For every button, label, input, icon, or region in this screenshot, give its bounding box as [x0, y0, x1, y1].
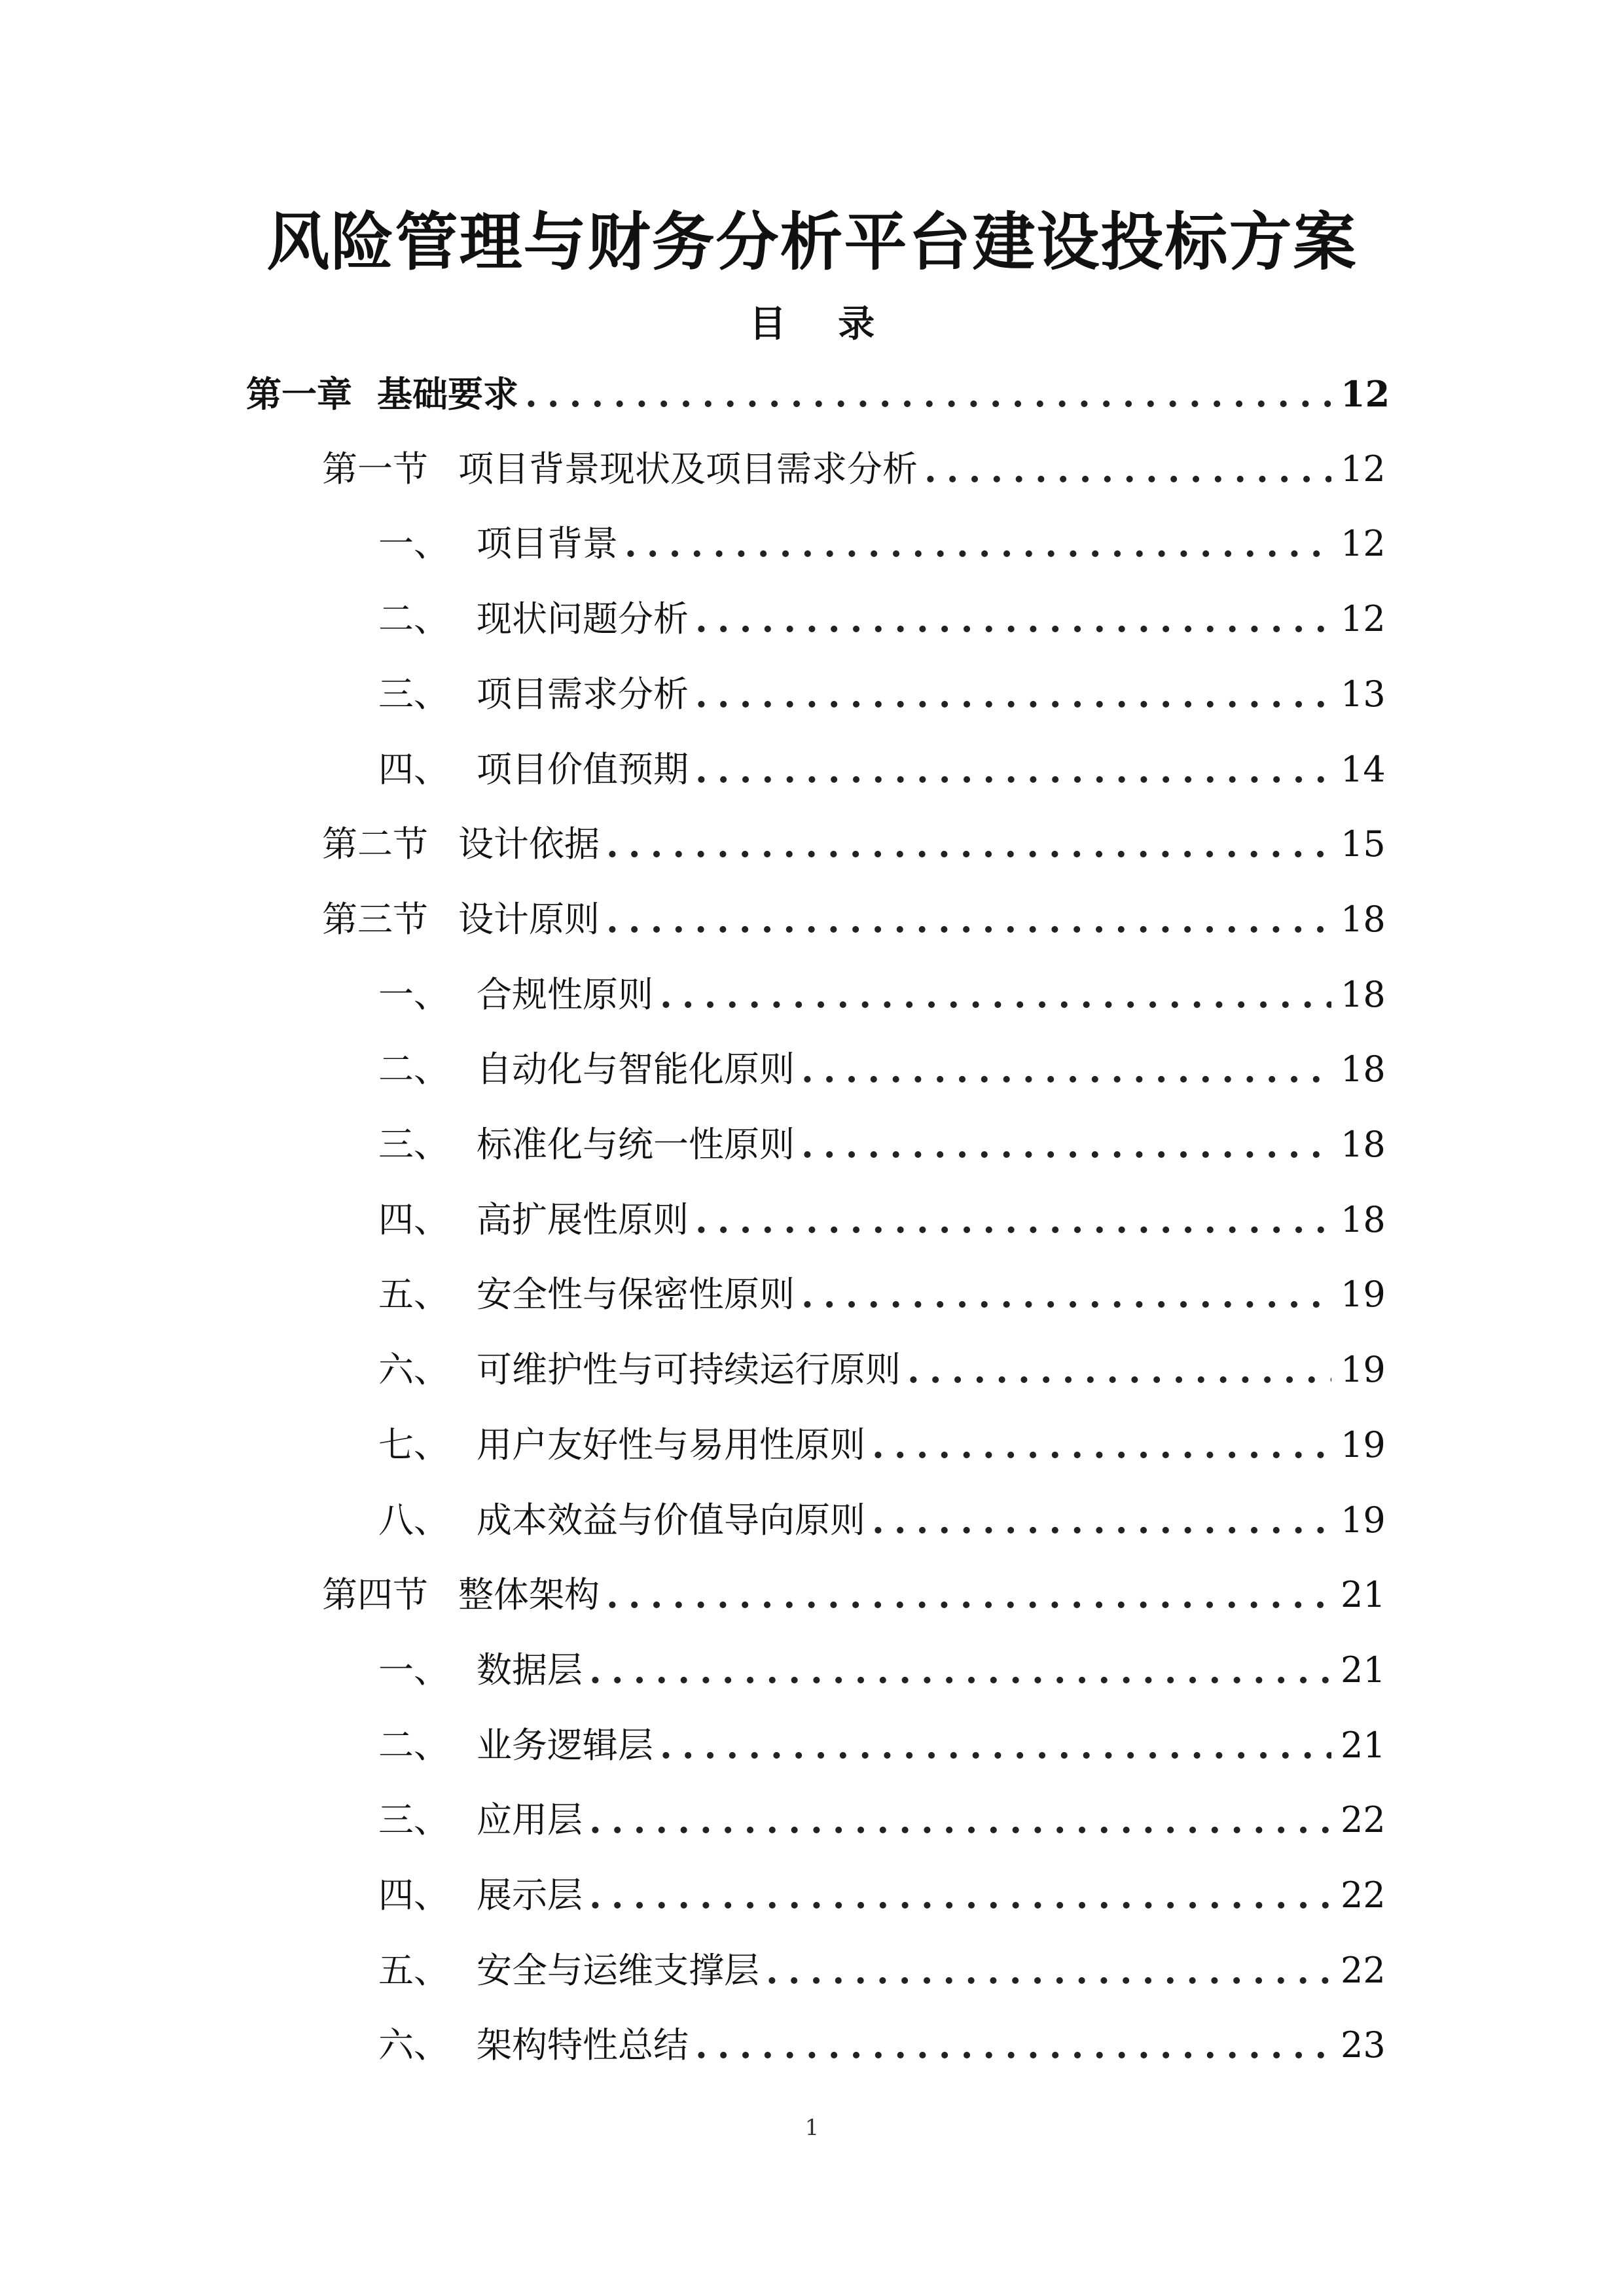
toc-entry-title: 数据层	[477, 1649, 583, 1691]
toc-entry-number: 四、	[378, 749, 449, 790]
toc-entry-number: 第四节	[322, 1574, 428, 1615]
toc-dot-leader	[589, 1787, 1331, 1853]
toc-entry-title: 项目背景	[477, 523, 618, 564]
toc-entry[interactable]	[322, 1562, 1386, 1628]
toc-entry[interactable]	[378, 962, 1386, 1028]
toc-entry-title: 设计原则	[458, 899, 600, 940]
toc-entry[interactable]	[378, 1262, 1386, 1327]
toc-entry[interactable]	[378, 1488, 1386, 1553]
toc-entry-title: 可维护性与可持续运行原则	[477, 1349, 901, 1390]
toc-dot-leader	[660, 1713, 1331, 1778]
toc-entry-page: 18	[1341, 1199, 1386, 1240]
toc-entry-title: 安全与运维支撑层	[477, 1950, 759, 1991]
toc-entry-title: 高扩展性原则	[477, 1199, 689, 1240]
toc-entry[interactable]	[322, 437, 1386, 502]
toc-entry-page: 14	[1341, 749, 1386, 790]
toc-entry[interactable]	[378, 1638, 1386, 1703]
toc-dot-leader	[924, 437, 1331, 502]
toc-entry-title: 设计依据	[458, 823, 600, 865]
toc-entry-page: 23	[1341, 2024, 1386, 2066]
toc-entry-number: 三、	[378, 673, 449, 715]
toc-entry-page: 13	[1341, 673, 1386, 715]
toc-dot-leader	[525, 361, 1331, 427]
toc-entry-number: 八、	[378, 1499, 449, 1541]
toc-entry-number: 七、	[378, 1424, 449, 1465]
toc-entry-number: 四、	[378, 1199, 449, 1240]
toc-entry-number: 第二节	[322, 823, 428, 865]
toc-entry-number: 一、	[378, 523, 449, 564]
toc-dot-leader	[907, 1337, 1331, 1403]
toc-entry-title: 展示层	[477, 1874, 583, 1916]
toc-entry[interactable]	[378, 1112, 1386, 1177]
toc-dot-leader	[695, 2013, 1331, 2078]
toc-dot-leader	[766, 1938, 1331, 2003]
toc-entry-page: 21	[1341, 1649, 1386, 1691]
toc-entry[interactable]	[378, 1938, 1386, 2003]
toc-entry-title: 项目需求分析	[477, 673, 689, 715]
toc-entry-page: 18	[1341, 1049, 1386, 1090]
toc-entry[interactable]	[378, 511, 1386, 577]
document-title: 风险管理与财务分析平台建设投标方案	[266, 205, 1358, 279]
toc-entry[interactable]	[378, 1187, 1386, 1253]
toc-entry-page: 18	[1341, 899, 1386, 940]
toc-entry[interactable]	[378, 586, 1386, 652]
toc-entry-page: 19	[1341, 1274, 1386, 1315]
toc-entry-page: 18	[1341, 974, 1386, 1015]
toc-entry-title: 安全性与保密性原则	[477, 1274, 795, 1315]
toc-dot-leader	[606, 1562, 1331, 1628]
toc-entry[interactable]	[322, 887, 1386, 952]
toc-entry-page: 12	[1341, 523, 1386, 564]
toc-entry[interactable]	[378, 2013, 1386, 2078]
toc-entry[interactable]	[322, 812, 1386, 877]
toc-entry-page: 15	[1341, 823, 1386, 865]
toc-entry[interactable]	[378, 737, 1386, 802]
toc-entry-number: 一、	[378, 1649, 449, 1691]
toc-entry-page: 21	[1341, 1725, 1386, 1766]
toc-entry-number: 六、	[378, 2024, 449, 2066]
toc-entry-number: 五、	[378, 1274, 449, 1315]
page-number: 1	[804, 2115, 820, 2141]
toc-entry-page: 12	[1341, 373, 1390, 415]
toc-entry-title: 项目背景现状及项目需求分析	[458, 448, 918, 490]
toc-dot-leader	[695, 1187, 1331, 1253]
toc-entry-title: 标准化与统一性原则	[477, 1124, 795, 1165]
toc-entry-number: 四、	[378, 1874, 449, 1916]
toc-entry-title: 业务逻辑层	[477, 1725, 653, 1766]
toc-entry-page: 22	[1341, 1799, 1386, 1840]
toc-dot-leader	[695, 586, 1331, 652]
toc-entry[interactable]	[378, 1863, 1386, 1928]
toc-entry-page: 22	[1341, 1874, 1386, 1916]
toc-dot-leader	[872, 1412, 1331, 1478]
toc-entry[interactable]	[378, 662, 1386, 727]
toc-entry-number: 二、	[378, 598, 449, 639]
toc-entry-title: 用户友好性与易用性原则	[477, 1424, 865, 1465]
toc-dot-leader	[801, 1112, 1331, 1177]
toc-dot-leader	[606, 887, 1331, 952]
toc-entry-number: 第一节	[322, 448, 428, 490]
toc-entry-number: 三、	[378, 1799, 449, 1840]
toc-dot-leader	[801, 1037, 1331, 1102]
toc-entry-page: 19	[1341, 1349, 1386, 1390]
toc-dot-leader	[624, 511, 1331, 577]
toc-entry-page: 18	[1341, 1124, 1386, 1165]
toc-entry-number: 第一章	[246, 373, 352, 415]
toc-entry[interactable]	[378, 1787, 1386, 1853]
toc-entry-page: 19	[1341, 1499, 1386, 1541]
toc-entry-page: 12	[1341, 448, 1386, 490]
toc-heading: 目 录	[749, 302, 895, 346]
toc-entry-page: 19	[1341, 1424, 1386, 1465]
toc-entry[interactable]	[378, 1037, 1386, 1102]
toc-entry-number: 第三节	[322, 899, 428, 940]
toc-entry-number: 三、	[378, 1124, 449, 1165]
toc-entry-number: 一、	[378, 974, 449, 1015]
toc-entry[interactable]	[246, 361, 1390, 427]
toc-entry-page: 12	[1341, 598, 1386, 639]
toc-entry-number: 二、	[378, 1049, 449, 1090]
toc-entry[interactable]	[378, 1337, 1386, 1403]
toc-entry[interactable]	[378, 1713, 1386, 1778]
toc-entry-page: 22	[1341, 1950, 1386, 1991]
toc-entry-number: 二、	[378, 1725, 449, 1766]
toc-entry-title: 基础要求	[377, 373, 518, 415]
toc-dot-leader	[606, 812, 1331, 877]
toc-entry-number: 六、	[378, 1349, 449, 1390]
toc-entry-title: 架构特性总结	[477, 2024, 689, 2066]
toc-entry-title: 自动化与智能化原则	[477, 1049, 795, 1090]
toc-dot-leader	[589, 1863, 1331, 1928]
toc-entry-page: 21	[1341, 1574, 1386, 1615]
toc-dot-leader	[695, 662, 1331, 727]
toc-dot-leader	[872, 1488, 1331, 1553]
toc-dot-leader	[589, 1638, 1331, 1703]
toc-entry[interactable]	[378, 1412, 1386, 1478]
toc-entry-title: 现状问题分析	[477, 598, 689, 639]
toc-entry-title: 合规性原则	[477, 974, 653, 1015]
toc-entry-title: 整体架构	[458, 1574, 600, 1615]
toc-dot-leader	[660, 962, 1331, 1028]
toc-entry-title: 成本效益与价值导向原则	[477, 1499, 865, 1541]
toc-entry-number: 五、	[378, 1950, 449, 1991]
toc-dot-leader	[801, 1262, 1331, 1327]
toc-entry-title: 项目价值预期	[477, 749, 689, 790]
toc-dot-leader	[695, 737, 1331, 802]
toc-entry-title: 应用层	[477, 1799, 583, 1840]
